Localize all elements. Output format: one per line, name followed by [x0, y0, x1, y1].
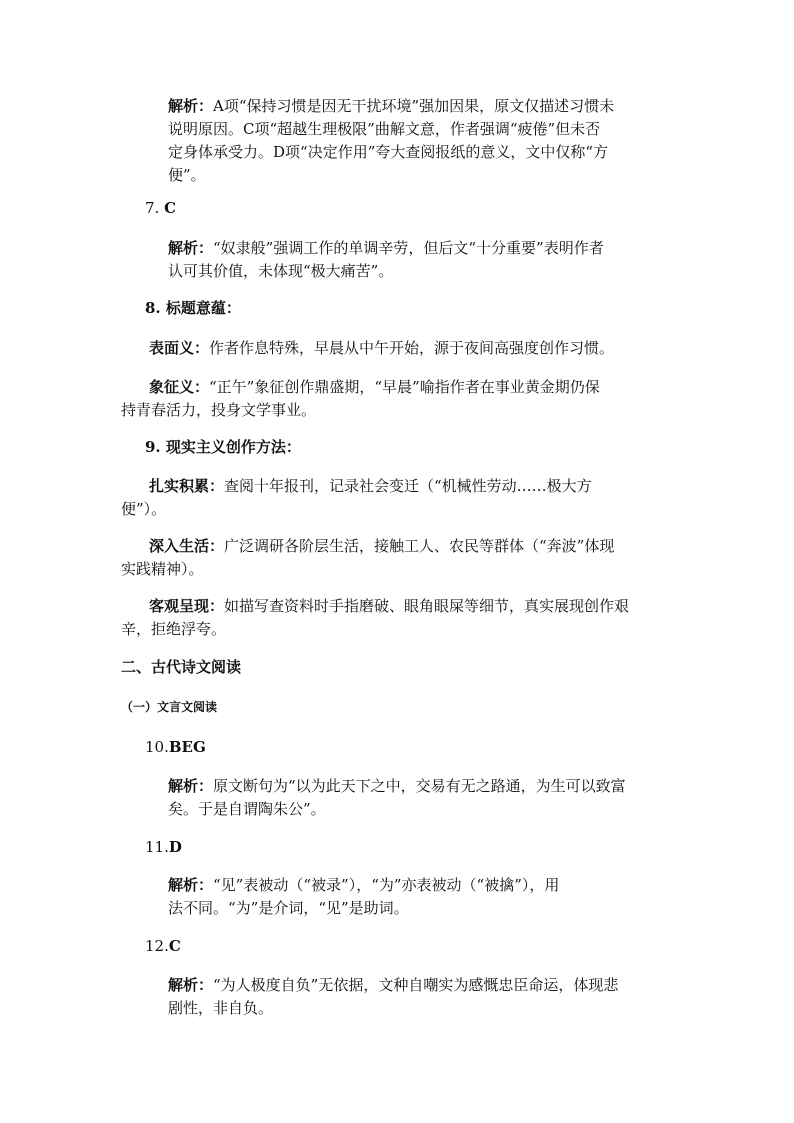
q9-p2-line1: 广泛调研各阶层生活，接触工人、农民等群体（“奔波”体现 — [224, 537, 615, 555]
q9-point-objective — [121, 595, 629, 641]
q12-number: 12. — [145, 937, 169, 955]
q12-answer-letter: C — [168, 937, 181, 955]
q9-point-life — [121, 535, 614, 581]
q10-analysis-line2: 矣。于是自谓陶朱公”。 — [168, 800, 326, 818]
q11-answer-letter: D — [168, 838, 182, 856]
q7-analysis-label: 解析： — [168, 239, 214, 257]
q8-heading: 8. 标题意蕴： — [145, 299, 241, 317]
q9-p2-line2: 实践精神）。 — [121, 560, 204, 578]
q8-symbol-label: 象征义： — [149, 378, 210, 396]
q9-p1-label: 扎实积累： — [149, 477, 225, 495]
q9-p2-label: 深入生活： — [149, 537, 225, 555]
q12-analysis-label: 解析： — [168, 976, 214, 994]
q9-heading: 9. 现实主义创作方法： — [145, 438, 301, 456]
q8-surface-meaning — [149, 337, 614, 360]
q9-p1-line2: 便”）。 — [121, 500, 167, 518]
q10-analysis — [168, 775, 626, 821]
q11-number: 11. — [145, 838, 169, 856]
q12-analysis — [168, 974, 618, 1020]
q10-number: 10. — [145, 738, 169, 756]
q8-symbol-line1: “正午”象征创作鼎盛期，“早晨”喻指作者在事业黄金期仍保 — [209, 378, 600, 396]
q11-analysis-label: 解析： — [168, 876, 214, 894]
q12-answer — [145, 935, 181, 958]
q6-analysis-line4: 便”。 — [168, 166, 206, 184]
q9-point-accumulation — [121, 475, 592, 521]
q9-p1-line1: 查阅十年报刊，记录社会变迁（“机械性劳动……极大方 — [224, 477, 592, 495]
q6-analysis-label: 解析： — [168, 97, 214, 115]
q7-answer-letter: C — [164, 199, 177, 217]
q10-analysis-label: 解析： — [168, 777, 214, 795]
q10-answer-letters: BEG — [168, 738, 206, 756]
q6-analysis-line1: A项“保持习惯是因无干扰环境”强加因果，原文仅描述习惯未 — [213, 97, 615, 115]
q12-analysis-line2: 剧性，非自负。 — [168, 999, 274, 1017]
q9-p3-line1: 如描写查资料时手指磨破、眼角眼屎等细节，真实展现创作艰 — [224, 597, 630, 615]
q10-answer — [145, 736, 206, 759]
q7-answer — [145, 197, 176, 220]
q6-analysis-line3: 定身体承受力。D项“决定作用”夸大查阅报纸的意义，文中仅称“方 — [168, 143, 609, 161]
q11-analysis-line1: “见”表被动（“被录”），“为”亦表被动（“被擒”），用 — [213, 876, 560, 894]
q8-surface-text: 作者作息特殊，早晨从中午开始，源于夜间高强度创作习惯。 — [209, 339, 615, 357]
q8-surface-label: 表面义： — [149, 339, 210, 357]
q6-analysis — [168, 95, 614, 187]
q11-analysis — [168, 874, 559, 920]
q7-analysis-line1: “奴隶般”强调工作的单调辛劳，但后文“十分重要”表明作者 — [213, 239, 604, 257]
q7-number: 7. — [145, 199, 160, 217]
q6-analysis-line2: 说明原因。C项“超越生理极限”曲解文意，作者强调“疲倦”但未否 — [168, 120, 601, 138]
q9-p3-line2: 辛，拒绝浮夸。 — [121, 620, 227, 638]
q9-p3-label: 客观呈现： — [149, 597, 225, 615]
q11-answer — [145, 836, 182, 859]
q11-analysis-line2: 法不同。“为”是介词，“见”是助词。 — [168, 899, 409, 917]
section2-subheading: （一）文言文阅读 — [121, 700, 218, 714]
q7-analysis — [168, 237, 604, 283]
q10-analysis-line1: 原文断句为“以为此天下之中，交易有无之路通，为生可以致富 — [213, 777, 626, 795]
q8-symbol-line2: 持青春活力，投身文学事业。 — [121, 401, 317, 419]
q7-analysis-line2: 认可其价值，未体现“极大痛苦”。 — [168, 262, 394, 280]
section2-heading: 二、古代诗文阅读 — [121, 658, 242, 676]
q8-symbolic-meaning — [121, 376, 600, 422]
q12-analysis-line1: “为人极度自负”无依据，文种自嘲实为感慨忠臣命运，体现悲 — [213, 976, 619, 994]
